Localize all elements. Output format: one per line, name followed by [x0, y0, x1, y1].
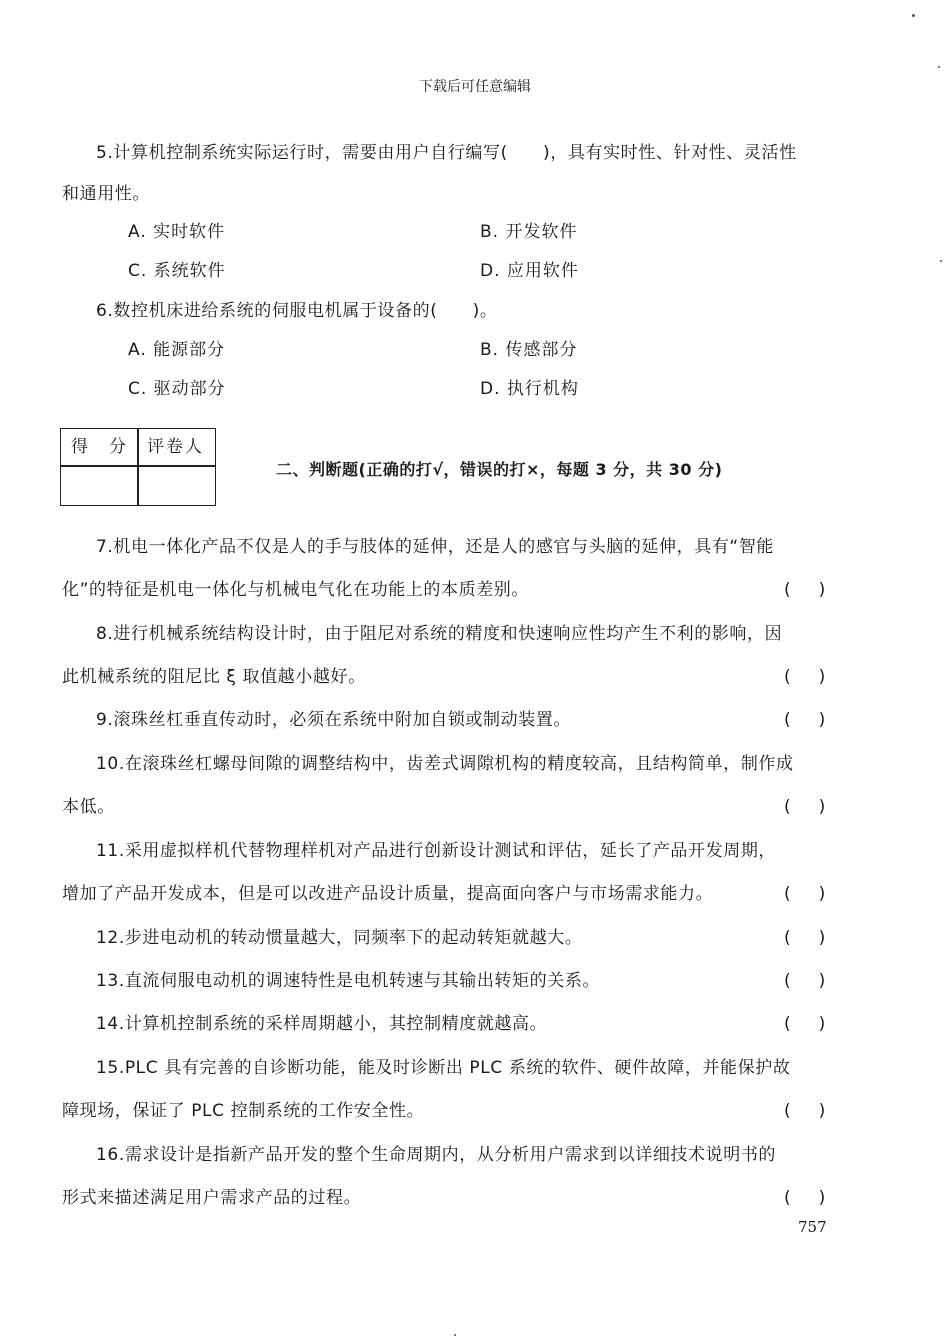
question-text: 形式来描述满足用户需求产品的过程。 [62, 1188, 362, 1208]
option-c: C. 驱动部分 [128, 379, 226, 399]
page-number: 757 [798, 1218, 827, 1236]
answer-parentheses: () [784, 1188, 854, 1208]
answer-parentheses: () [784, 710, 854, 730]
score-label: 得 分 [71, 437, 128, 457]
answer-parentheses: () [784, 1014, 854, 1034]
option-a: A. 实时软件 [128, 222, 226, 242]
option-d: D. 执行机构 [480, 379, 579, 399]
page-header: 下载后可任意编辑 [419, 79, 531, 95]
answer-parentheses: () [784, 580, 854, 600]
question-text: 7.机电一体化产品不仅是人的手与肢体的延伸，还是人的感官与头脑的延伸，具有“智能 [96, 537, 775, 557]
question-text: 化”的特征是机电一体化与机械电气化在功能上的本质差别。 [62, 580, 530, 600]
scan-speck [454, 1334, 456, 1336]
grader-cell [139, 467, 215, 505]
answer-parentheses: () [784, 971, 854, 991]
question-text: 9.滚珠丝杠垂直传动时，必须在系统中附加自锁或制动装置。 [96, 710, 572, 730]
question-text: 5.计算机控制系统实际运行时，需要由用户自行编写( )，具有实时性、针对性、灵活性 [96, 143, 797, 163]
question-text: 11.采用虚拟样机代替物理样机对产品进行创新设计测试和评估，延长了产品开发周期， [96, 841, 777, 861]
option-b: B. 开发软件 [480, 222, 578, 242]
scan-speck [912, 14, 915, 17]
scan-speck [938, 66, 940, 68]
option-d: D. 应用软件 [480, 261, 579, 281]
answer-parentheses: () [784, 928, 854, 948]
question-text: 增加了产品开发成本，但是可以改进产品设计质量，提高面向客户与市场需求能力。 [62, 884, 714, 904]
question-text: 和通用性。 [62, 184, 150, 204]
question-text: 16.需求设计是指新产品开发的整个生命周期内，从分析用户需求到以详细技术说明书的 [96, 1145, 777, 1165]
option-a: A. 能源部分 [128, 340, 226, 360]
question-text: 8.进行机械系统结构设计时，由于阻尼对系统的精度和快速响应性均产生不利的影响，因 [96, 624, 783, 644]
answer-parentheses: () [784, 1101, 854, 1121]
question-text: 10.在滚珠丝杠螺母间隙的调整结构中，齿差式调隙机构的精度较高，且结构简单，制作成 [96, 754, 794, 774]
question-text: 障现场，保证了 PLC 控制系统的工作安全性。 [62, 1101, 425, 1121]
question-text: 本低。 [62, 797, 115, 817]
question-text: 12.步进电动机的转动惯量越大，同频率下的起动转矩就越大。 [96, 928, 583, 948]
score-grader-table [60, 428, 216, 506]
grader-label: 评卷人 [147, 437, 204, 457]
question-text: 15.PLC 具有完善的自诊断功能，能及时诊断出 PLC 系统的软件、硬件故障，并能保护故 [96, 1058, 791, 1078]
question-text: 13.直流伺服电动机的调速特性是电机转速与其输出转矩的关系。 [96, 971, 601, 991]
question-text: 此机械系统的阻尼比 ξ 取值越小越好。 [62, 667, 366, 687]
section-2-title: 二、判断题(正确的打√，错误的打×，每题 3 分，共 30 分) [276, 460, 723, 479]
option-c: C. 系统软件 [128, 261, 226, 281]
answer-parentheses: () [784, 797, 854, 817]
question-text: 14.计算机控制系统的采样周期越小，其控制精度就越高。 [96, 1014, 548, 1034]
scan-speck [940, 260, 942, 262]
answer-parentheses: () [784, 884, 854, 904]
score-cell [61, 467, 136, 505]
answer-parentheses: () [784, 667, 854, 687]
option-b: B. 传感部分 [480, 340, 578, 360]
question-text: 6.数控机床进给系统的伺服电机属于设备的( )。 [96, 301, 498, 321]
